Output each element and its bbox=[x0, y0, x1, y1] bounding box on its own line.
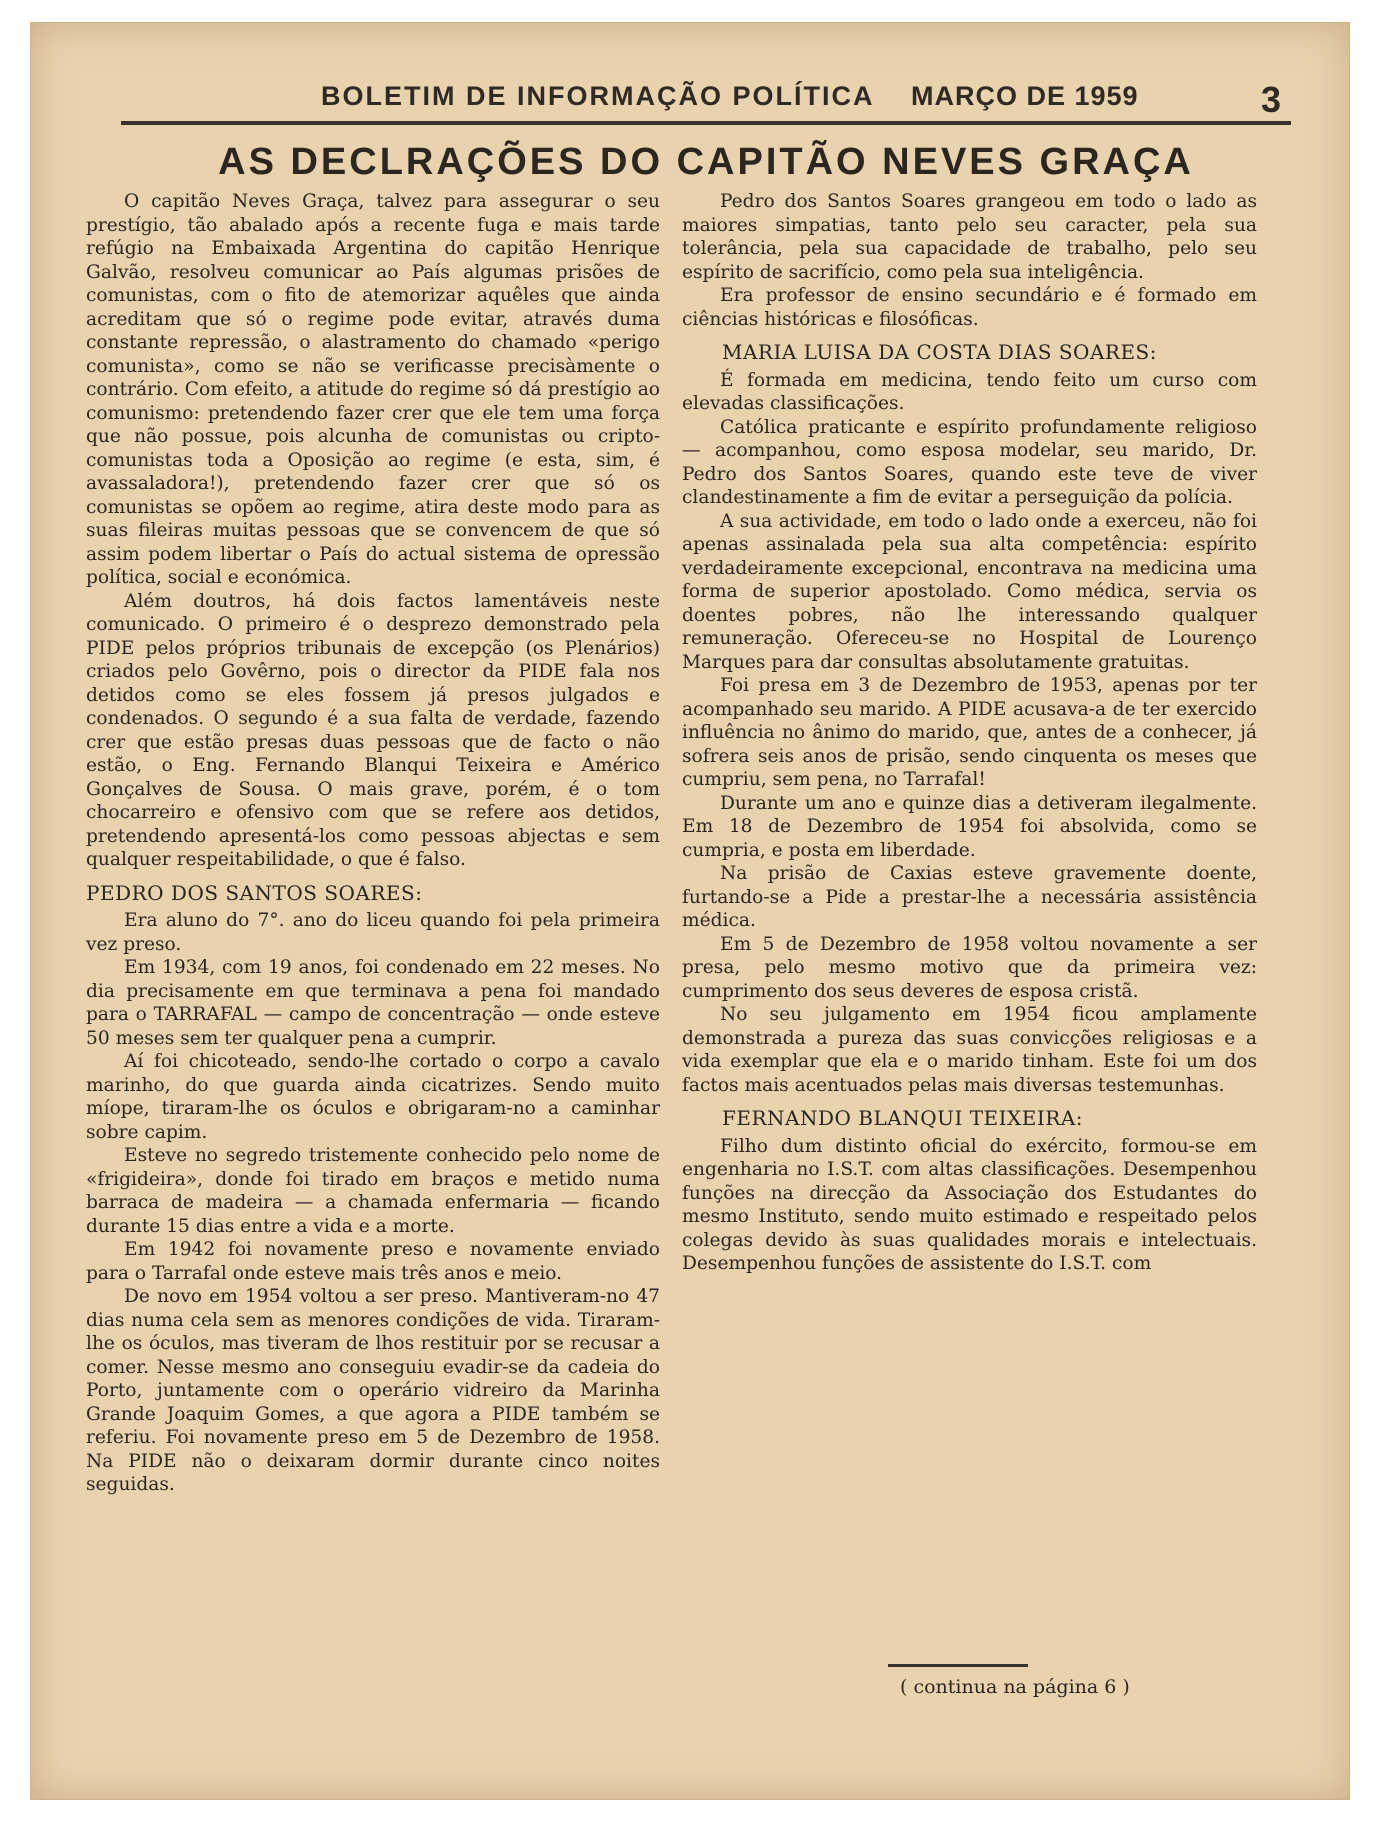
masthead bbox=[121, 53, 1291, 123]
left-column bbox=[86, 190, 660, 1497]
continuation-rule bbox=[888, 1664, 1028, 1667]
maria-paragraph: Em 5 de Dezembro de 1958 voltou novamente a ser presa, pelo mesmo motivo que da primeira vez: cumprimento dos seus deveres de esposa cristã. bbox=[682, 933, 1257, 1002]
pedro-paragraph: Era professor de ensino secundário e é formado em ciências históricas e filosóficas. bbox=[682, 285, 1257, 330]
page-number: 3 bbox=[1261, 79, 1282, 120]
publication-title: BOLETIM DE INFORMAÇÃO POLÍTICA bbox=[321, 81, 875, 111]
pedro-paragraph: De novo em 1954 voltou a ser preso. Mantiveram-no 47 dias numa cela sem as menores condições de vida. Tiraram-lhe os óculos, mas tiveram de lhos restituir por se recusar a comer. Nesse mesmo ano conseguiu evadir-se da cadeia do Porto, juntamente com o operário vidreiro da Marinha Grande Joaquim Gomes, a que agora a PIDE também se referiu. Foi novamente preso em 5 de Dezembro de 1958. Na PIDE não o deixaram dormir durante cinco noites seguidas. bbox=[86, 1286, 660, 1495]
maria-paragraph: Foi presa em 3 de Dezembro de 1953, apenas por ter acompanhado seu marido. A PIDE acusava-a de ter exercido influência no ânimo do marido, que, antes de a conhecer, já sofrera seis anos de prisão, sendo cinquenta os meses que cumpriu, sem pena, no Tarrafal! bbox=[682, 675, 1257, 790]
section-heading-maria-luisa: MARIA LUISA DA COSTA DIAS SOARES: bbox=[722, 340, 1157, 364]
masthead-rule bbox=[121, 121, 1291, 125]
section-heading-pedro: PEDRO DOS SANTOS SOARES: bbox=[86, 880, 423, 905]
pedro-paragraph: Em 1942 foi novamente preso e novamente enviado para o Tarrafal onde esteve mais três anos e meio. bbox=[86, 1239, 660, 1284]
pedro-paragraph: Era aluno do 7°. ano do liceu quando foi pela primeira vez preso. bbox=[86, 910, 660, 955]
maria-paragraph: No seu julgamento em 1954 ficou amplamente demonstrada a pureza das suas convicções religiosas e a vida exemplar que ela e o marido tinham. Este foi um dos factos mais acentuados pelas mais diversas testemunhas. bbox=[682, 1004, 1257, 1096]
maria-paragraph: Católica praticante e espírito profundamente religioso — acompanhou, como esposa modelar, seu marido, Dr. Pedro dos Santos Soares, quando este teve de viver clandestinamente a fim de evitar a perseguição da polícia. bbox=[682, 416, 1257, 508]
section-heading-fernando: FERNANDO BLANQUI TEIXEIRA: bbox=[722, 1106, 1084, 1130]
pedro-paragraph: Esteve no segredo tristemente conhecido pelo nome de «frigideira», donde foi tirado em braços e metido numa barraca de madeira — a chamada enfermaria — ficando durante 15 dias entre a vida e a morte. bbox=[86, 1145, 660, 1237]
article-headline: AS DECLRAÇÕES DO CAPITÃO NEVES GRAÇA bbox=[218, 141, 1194, 183]
maria-paragraph: Na prisão de Caxias esteve gravemente doente, furtando-se a Pide a prestar-lhe a necessária assistência médica. bbox=[682, 863, 1257, 931]
maria-paragraph: Durante um ano e quinze dias a detiveram ilegalmente. Em 18 de Dezembro de 1954 foi absolvida, como se cumpria, e posta em liberdade. bbox=[682, 792, 1257, 861]
issue-date: MARÇO DE 1959 bbox=[911, 81, 1139, 111]
maria-paragraph: A sua actividade, em todo o lado onde a exerceu, não foi apenas assinalada pela sua alta competência: espírito verdadeiramente excepcional, encontrava na medicina uma forma de superior apostolado. Como médica, servia os doentes pobres, não lhe interessando qualquer remuneração. Ofereceu-se no Hospital de Lourenço Marques para dar consultas absolutamente gratuitas. bbox=[682, 510, 1257, 673]
intro-paragraph: Além doutros, há dois factos lamentáveis neste comunicado. O primeiro é o desprezo demonstrado pela PIDE pelos próprios tribunais de excepção (os Plenários) criados pelo Govêrno, pois o director da PIDE fala nos detidos como se eles fossem já presos julgados e condenados. O segundo é a sua falta de verdade, fazendo crer que estão presas duas pessoas que de facto o não estão, o Eng. Fernando Blanqui Teixeira e Américo Gonçalves de Sousa. O mais grave, porém, é o tom chocarreiro e ofensivo com que se refere aos detidos, pretendendo apresentá-los como pessoas abjectas e sem qualquer respeitabilidade, o que é falso. bbox=[86, 590, 660, 870]
intro-paragraph: O capitão Neves Graça, talvez para assegurar o seu prestígio, tão abalado após a recente fuga e mais tarde refúgio na Embaixada Argentina do capitão Henrique Galvão, resolveu comunicar ao País algumas prisões de comunistas, com o fito de atemorizar aquêles que ainda acreditam que só o regime pode evitar, através duma constante repressão, o alastramento do chamado «perigo comunista», como se não se verificasse precisàmente o contrário. Com efeito, a atitude do regime só dá prestígio ao comunismo: pretendendo fazer crer que ele tem uma força que não possue, pois alcunha de comunistas ou cripto-comunistas toda a Oposição ao regime (e esta, sim, é avassaladora!), pretendendo fazer crer que só os comunistas se opõem ao regime, atira deste modo para as suas fileiras muitas pessoas que se convencem de que só assim podem libertar o País do actual sistema de opressão política, social e económica. bbox=[86, 191, 660, 588]
continuation-note: ( continua na página 6 ) bbox=[900, 1676, 1130, 1698]
maria-paragraph: É formada em medicina, tendo feito um curso com elevadas classificações. bbox=[682, 369, 1257, 414]
pedro-paragraph: Aí foi chicoteado, sendo-lhe cortado o corpo a cavalo marinho, do que guarda ainda cicatrizes. Sendo muito míope, tiraram-lhe os óculos e obrigaram-no a caminhar sobre capim. bbox=[86, 1051, 660, 1143]
fernando-paragraph: Filho dum distinto oficial do exército, formou-se em engenharia no I.S.T. com altas classificações. Desempenhou funções na direcção da Associação dos Estudantes do mesmo Instituto, sendo muito estimado e respeitado pelos colegas devido às suas qualidades morais e intelectuais. Desempenhou funções de assistente do I.S.T. com bbox=[682, 1135, 1257, 1274]
pedro-paragraph: Em 1934, com 19 anos, foi condenado em 22 meses. No dia precisamente em que terminava a pena foi mandado para o TARRAFAL — campo de concentração — onde esteve 50 meses sem ter qualquer pena a cumprir. bbox=[86, 957, 660, 1049]
right-column bbox=[682, 190, 1257, 1276]
pedro-paragraph: Pedro dos Santos Soares grangeou em todo o lado as maiores simpatias, tanto pelo seu caracter, pela sua tolerância, pela sua capacidade de trabalho, pelo seu espírito de sacrifício, como pela sua inteligência. bbox=[682, 191, 1257, 283]
